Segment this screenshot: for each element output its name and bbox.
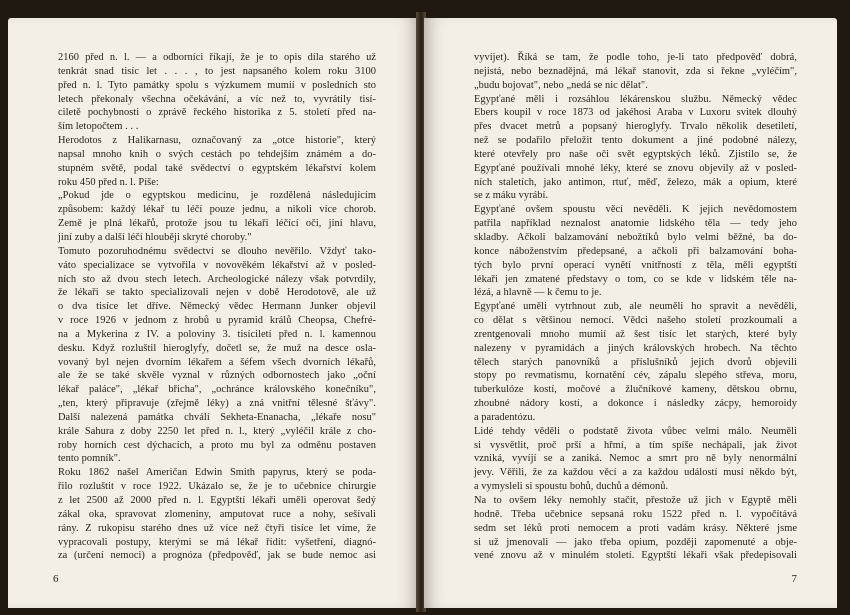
- text-line: zrentgenovali mnoho mumií až šest tisíc let starých, které byly: [474, 328, 797, 340]
- text-line: Egypťané ovšem spoustu věcí nevěděli. K jejich nevědomostem: [474, 204, 797, 216]
- text-line: jevy. Věřili, že za každou věcí a za každou událostí musí někdo být,: [474, 467, 797, 479]
- text-line: přes dvacet metrů a popsaný hieroglyfy. Trvalo několik desetiletí,: [474, 121, 797, 133]
- text-line: Egypťané měli i rozsáhlou lékárenskou službu. Německý vědec: [474, 93, 797, 105]
- text-line: zákal oka, spravovat zlomeniny, amputovat ruce a nohy, sešívali: [58, 508, 376, 520]
- text-line: z let 2500 až 2000 před n. l. Egyptští lékaři uměli operovat šedý: [58, 495, 376, 506]
- text-line: vypracovali postupy, kterými se má lékař řídit: vyšetření, diagnó-: [58, 536, 376, 548]
- text-line: o dva tisíce let dříve. Německý vědec Hermann Junker objevil: [58, 301, 376, 313]
- text-line: než se podařilo přeložit tento dokument a jiné podobné nálezy,: [474, 135, 797, 147]
- text-line: ních staletích, jako antimon, rtuť, měď, železo, mák a opium, které: [474, 176, 797, 188]
- text-line: „ten, který připravuje (zřejmě léky) a zná vnitřní tělesné šťávy".: [58, 398, 376, 410]
- text-line: které otevřely pro naše oči svět egyptských léků. Zjistilo se, že: [474, 148, 797, 160]
- text-line: tých bylo první operací vynětí vnitřností z těla, měli egyptští: [474, 259, 797, 271]
- text-line: konce náboženstvím předepsané, a ačkoli při balzamování boha-: [474, 245, 797, 257]
- text-line: lékař paláce", „lékař břicha", „ochránce královského konečníku",: [58, 384, 376, 396]
- text-line: vyvíjet). Říká se tam, že podle toho, je-li tato předpověď dobrá,: [474, 52, 797, 63]
- text-line: patřila například neznalost anatomie lidského těla — tedy jeho: [474, 218, 797, 230]
- text-line: tento pomník".: [58, 453, 121, 465]
- text-line: stupném světě, podal také svědectví o egyptském lékařství kolem: [58, 162, 376, 174]
- left-page-number: 6: [53, 573, 59, 585]
- text-line: na a Mykerina z IV. a poloviny 3. tisíciletí před n. l. kamennou: [58, 328, 376, 340]
- text-line: Země je plná lékařů, protože jsou tu lékaři léčící oči, jiní hlavu,: [58, 218, 376, 230]
- right-page: [424, 18, 837, 608]
- text-line: Egypťané uměli vytrhnout zub, ale neuměli ho spravit a nevěděli,: [474, 301, 797, 313]
- text-line: jiní zuby a další léčí hlouběji skryté choroby.": [58, 231, 252, 243]
- text-line: skladby. Ačkoli balzamování nebožtíků bylo velmi běžné, ba do-: [474, 231, 797, 243]
- text-line: řilo rozluštit v roce 1922. Ukázalo se, že je to učebnice chirurgie: [58, 481, 376, 493]
- text-line: vené znovu až v minulém století. Egyptští lékaři však předepisovali: [474, 550, 797, 562]
- text-line: lékaři jen zmatené představy o tom, co se kde v lidském těle na-: [474, 273, 797, 285]
- text-line: způsobem: každý lékař tu léčí pouze jednu, a nikoli více chorob.: [58, 204, 376, 216]
- text-line: že lékaři se takto specializovali nejen v době Herodotově, ale už: [58, 287, 376, 299]
- text-line: Ebers koupil v roce 1873 od jakéhosi Araba v Luxoru svitek dlouhý: [474, 107, 797, 119]
- text-line: hodně. Třeba učebnice sepsaná roku 1522 před n. l. vypočítává: [474, 508, 797, 520]
- text-line: Tomuto pozoruhodnému svědectví se dlouho nevěřilo. Vždyť tako-: [58, 245, 376, 257]
- text-line: v roce 1926 v jednom z hrobů u pyramid králů Cheopsa, Chefré-: [58, 315, 376, 327]
- left-page: [8, 18, 418, 608]
- text-line: a vymysleli si spoustu bohů, duchů a démonů.: [474, 481, 669, 493]
- text-line: desku. Když rozluštil hieroglyfy, dočetl se, že muž na desce osla-: [58, 342, 376, 354]
- text-line: roby horních cest dýchacích, a proto mu byl za odměnu postaven: [58, 439, 376, 451]
- text-line: tuberkulóze kostí, močové a žlučníkové kameny, dětskou obrnu,: [474, 384, 797, 396]
- text-line: „Pokud jde o egyptskou medicínu, je rozdělená následujícím: [58, 190, 376, 202]
- text-line: ším letopočtem . . .: [58, 121, 139, 133]
- text-line: co dělat s většinou nemocí. Vědci našeho století prozkoumali a: [474, 315, 797, 327]
- text-line: vovaný byl nejen dvorním lékařem a šéfem všech dvorních lékařů,: [58, 356, 376, 368]
- text-line: Egypťané používali mnohé léky, které se znovu objevily až v posled-: [474, 162, 797, 174]
- text-line: Roku 1862 našel Američan Edwin Smith papyrus, který se poda-: [58, 467, 376, 479]
- text-line: ale že se také skvěle vyznal v různých odbornostech jako „oční: [58, 370, 376, 382]
- text-line: Herodotos z Halikarnasu, označovaný za „otce historie", který: [58, 135, 376, 147]
- text-line: napsal mnoho knih o svých cestách po tehdejším známém a do-: [58, 148, 376, 160]
- text-line: si už jmenovali — jako třeba opium, později zapomenuté a obje-: [474, 536, 797, 548]
- text-line: za (určení nemoci) a prognóza (předpověď, jak se bude nemoc asi: [58, 550, 376, 562]
- text-line: váto specializace se vytvořila v novověkém lékařství až v posled-: [58, 259, 376, 271]
- text-line: nejistá, nebo beznadějná, má lékař stanovit, zda si řekne „vyléčím",: [474, 65, 797, 77]
- right-page-text: [474, 51, 797, 563]
- text-line: tělech starých panovníků a příslušníků jejich dvorů objevili: [474, 356, 797, 368]
- text-line: sedm set léků proti nemocem a proti vadám krásy. Některé jsme: [474, 522, 797, 534]
- right-page-number: 7: [791, 573, 797, 585]
- text-line: 2160 před n. l. — a odborníci říkají, že je to opis díla starého už: [58, 52, 376, 63]
- text-line: ních sto až dvou stech letech. Archeologické nálezy však potvrdily,: [58, 273, 376, 285]
- text-line: vzniká, vyvíjí se a zaniká. Nemoc a smrt pro ně byly nenormální: [474, 453, 797, 465]
- left-page-text: [58, 51, 376, 563]
- text-line: rány. Z rukopisu starého dnes už více než čtyři tisíce let víme, že: [58, 522, 376, 534]
- text-line: se z máku vyrábí.: [474, 190, 549, 202]
- text-line: tenkrát snad tisíc let . . . , to jest napsaného kolem roku 3100: [58, 65, 376, 77]
- text-line: letech překonaly všechna očekávání, a víc než to, vyvrátily tisí-: [58, 93, 376, 105]
- text-line: lézá, a hlavně — k čemu to je.: [474, 287, 602, 299]
- text-line: před n. l. Tyto památky spolu s výzkumem mumií v posledních sto: [58, 79, 376, 91]
- text-line: si vysvětlit, proč prší a hřmí, a tím spíše nechápali, jak život: [474, 439, 797, 451]
- text-line: stopy po revmatismu, kornatění cév, zápalu slepého střeva, moru,: [474, 370, 797, 382]
- text-line: a paradentózu.: [474, 411, 536, 423]
- text-line: roku 450 před n. l. Píše:: [58, 176, 159, 188]
- text-line: Lidé tehdy věděli o podstatě života vůbec velmi málo. Neuměli: [474, 425, 797, 437]
- text-line: Další nalezená památka chválí Sekheta-Enanacha, „lékaře nosu": [58, 411, 376, 423]
- text-line: zhoubné nádory kostí, a dokonce i následky zácpy, hemoroidy: [474, 398, 797, 410]
- text-line: krále Sahura z doby 2250 let před n. l., který „vyléčil krále z cho-: [58, 425, 376, 437]
- text-line: Na to ovšem léky nemohly stačit, přestože už jich v Egyptě měli: [474, 495, 797, 506]
- text-line: „budu bojovat", nebo „nedá se nic dělat".: [474, 79, 648, 91]
- text-line: nalezeny v pyramidách a jiných královských hrobech. Na těchto: [474, 342, 797, 354]
- text-line: ciletě pochybnosti o zprávě řeckého historika z 5. století před na-: [58, 107, 376, 119]
